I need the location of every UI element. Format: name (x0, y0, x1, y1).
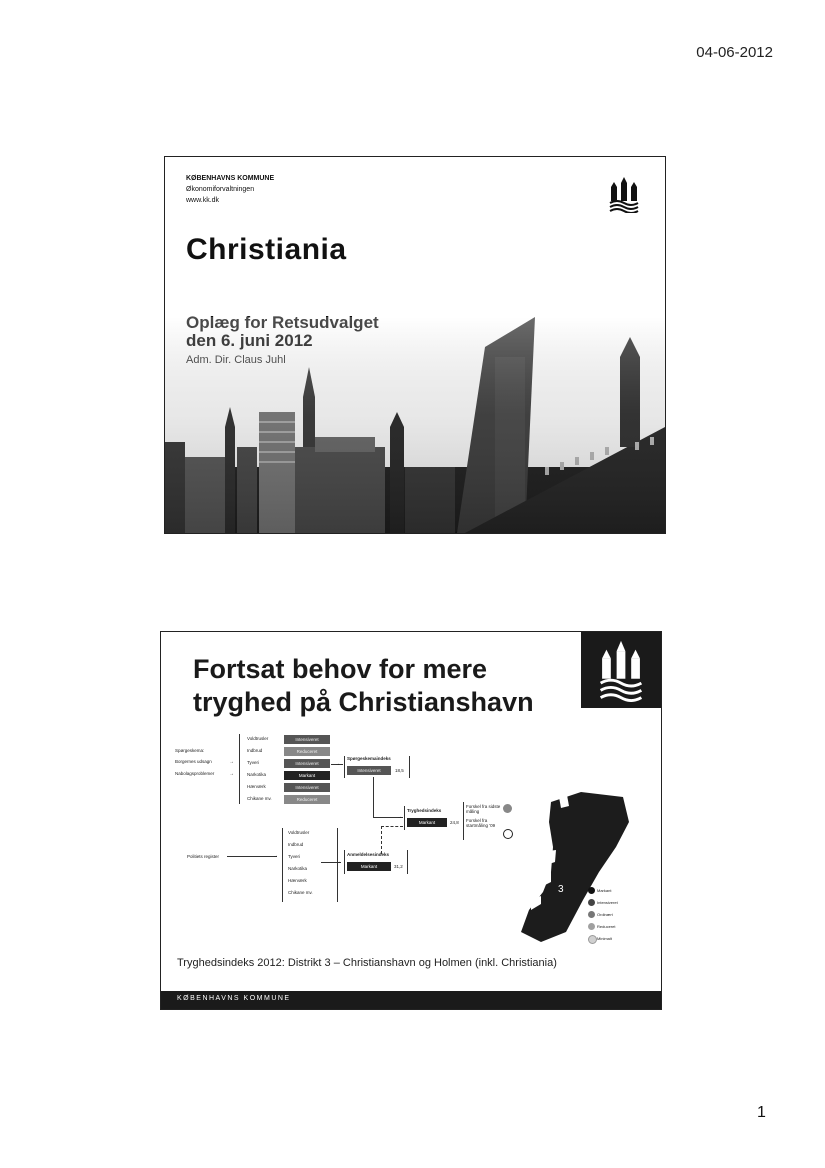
input-label: Nabolagsproblemer (175, 771, 215, 776)
legend-item: Reduceret (597, 924, 615, 929)
category-label: Voldtrusler (247, 736, 269, 741)
legend-item: Intensiveret (597, 900, 618, 905)
copenhagen-coat-of-arms-icon (609, 177, 639, 213)
arrow-icon: → (335, 761, 340, 767)
category-label: Voldtrusler (288, 830, 310, 835)
slide-safety (160, 631, 662, 1010)
arrow-icon: → (229, 759, 234, 765)
copenhagen-coat-of-arms-icon (599, 638, 643, 702)
legend-dot (588, 899, 595, 906)
level-box: Markant (284, 771, 330, 780)
input-label: Spørgeskema: (175, 748, 205, 753)
city-skyline-image (165, 317, 665, 533)
police-index-level: Markant (347, 862, 391, 871)
legend-item: Markant (597, 888, 611, 893)
legend-item: Ordinært (597, 912, 613, 917)
arrow-icon: → (336, 859, 341, 865)
slide-title-line2: tryghed på Christianshavn (193, 687, 534, 717)
footer-org-name: KØBENHAVNS KOMMUNE (177, 995, 291, 1002)
category-label: Narkotika (288, 866, 308, 871)
arrow-icon: → (273, 853, 278, 859)
slide-title-line1: Fortsat behov for mere (193, 654, 488, 684)
legend-item: Minimalt (597, 936, 612, 941)
district-map (511, 792, 661, 967)
category-label: Narkotika (247, 772, 267, 777)
map-district-number: 3 (558, 884, 564, 895)
category-label: Tyveri (247, 760, 260, 765)
category-label: Hærværk (247, 784, 266, 789)
page-number: 1 (757, 1104, 766, 1121)
slide-subtitle-line1: Oplæg for Retsudvalget (186, 313, 379, 332)
level-box: Intensiveret (284, 783, 330, 792)
safety-index-level: Markant (407, 818, 447, 827)
org-department: Økonomiforvaltningen (186, 186, 255, 193)
police-index-value: 31,2 (394, 864, 403, 869)
level-box: Intensiveret (284, 759, 330, 768)
survey-index-label: Spørgeskemaindeks (347, 756, 391, 761)
level-box: Reduceret (284, 795, 330, 804)
legend-dot (588, 887, 595, 894)
slide-footer (161, 991, 661, 1009)
level-box: Intensiveret (284, 735, 330, 744)
slide-caption: Tryghedsindeks 2012: Distrikt 3 – Christianshavn og Holmen (inkl. Christiania) (177, 957, 557, 969)
legend-dot (588, 935, 597, 944)
diff-last-label: Forskel fra sidste måling (466, 804, 501, 814)
level-box: Reduceret (284, 747, 330, 756)
safety-index-value: 24,8 (450, 820, 459, 825)
arrow-icon: → (229, 771, 234, 777)
category-label: Chikane mv. (247, 796, 272, 801)
org-name: KØBENHAVNS KOMMUNE (186, 175, 275, 182)
category-label: Tyveri (288, 854, 301, 859)
slide-title-text: Christiania (186, 233, 347, 266)
input-label: Borgernes udsagn (175, 759, 212, 764)
police-input-label: Politiets register (187, 854, 220, 859)
category-label: Indbrud (247, 748, 263, 753)
category-label: Indbrud (288, 842, 304, 847)
logo-panel (581, 632, 661, 708)
category-label: Chikane mv. (288, 890, 313, 895)
diff-2009-label: Forskel fra startmåling '09 (466, 818, 496, 828)
legend-dot (588, 923, 595, 930)
police-index-label: Anmeldelsesindeks (347, 852, 390, 857)
presenter: Adm. Dir. Claus Juhl (186, 354, 286, 366)
page-date: 04-06-2012 (696, 44, 773, 61)
category-label: Hærværk (288, 878, 307, 883)
legend-dot (588, 911, 595, 918)
org-website: www.kk.dk (186, 197, 220, 204)
survey-index-value: 18,5 (395, 768, 404, 773)
slide-subtitle-line2: den 6. juni 2012 (186, 331, 313, 350)
safety-index-label: Tryghedsindeks (407, 808, 442, 813)
arrow-icon: → (397, 814, 402, 820)
slide-title (164, 156, 666, 534)
survey-index-level: Intensiveret (347, 766, 391, 775)
